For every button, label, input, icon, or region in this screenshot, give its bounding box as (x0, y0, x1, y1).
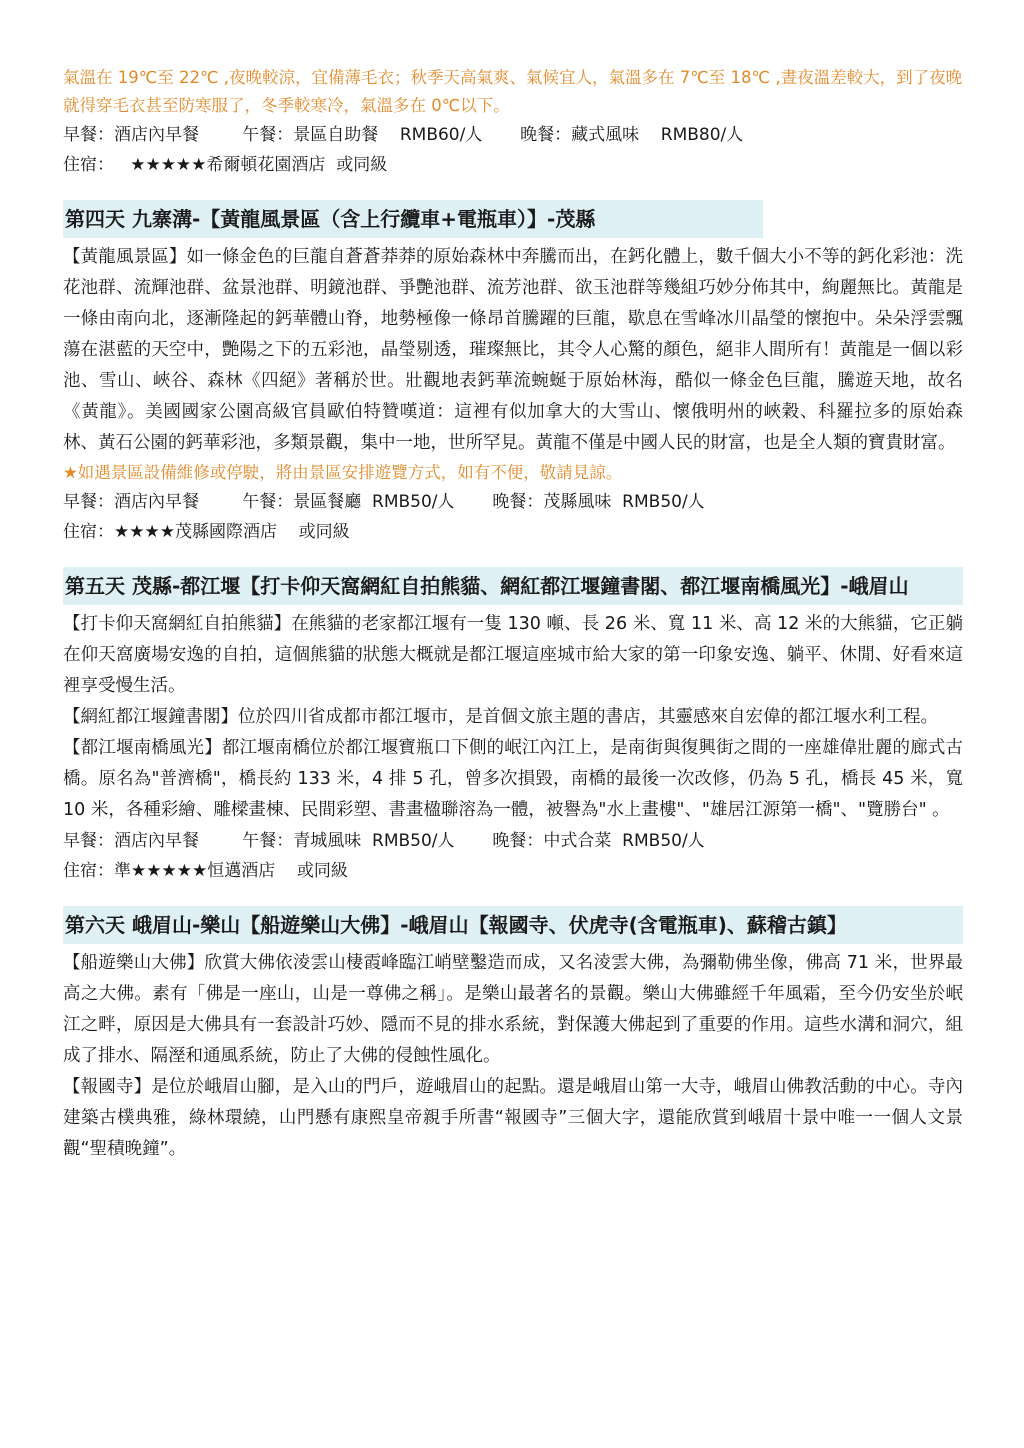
itinerary-content (63, 64, 963, 1165)
day-5-bridge-description: 【都江堰南橋風光】都江堰南橋位於都江堰寶瓶口下側的岷江內江上，是南街與復興街之間的一座雄偉壯麗的廊式古橋。原名為"普濟橋"，橋長約 133 米，4 排 5 孔，曾多次損毀，南橋的最後一次改修，仍為 5 孔，橋長 45 米，寬 10 米，各種彩繪、雕樑畫棟、民間彩塑、書畫楹聯溶為一體，被譽為"水上畫樓"、"雄居江源第一橋"、"覽勝台" 。 (63, 738, 963, 820)
day-4-meals: 早餐：酒店內早餐 午餐：景區餐廳 RMB50/人 晚餐：茂縣風味 RMB50/人 (63, 492, 705, 512)
day-5-heading: 第五天 茂縣-都江堰【打卡仰天窩網紅自拍熊貓、網紅都江堰鐘書閣、都江堰南橋風光】-峨眉山 (63, 567, 963, 605)
day-5-bookstore-description: 【網紅都江堰鐘書閣】位於四川省成都市都江堰市，是首個文旅主題的書店，其靈感來自宏偉的都江堰水利工程。 (63, 707, 938, 727)
weather-note: 氣溫在 19℃至 22℃ ,夜晚較涼，宜備薄毛衣；秋季天高氣爽、氣候宜人，氣溫多在 7℃至 18℃ ,晝夜溫差較大，到了夜晚就得穿毛衣甚至防寒服了，冬季較寒冷，氣溫多在 0℃以下。 (63, 68, 963, 115)
day-4-description: 【黃龍風景區】如一條金色的巨龍自蒼蒼莽莽的原始森林中奔騰而出，在鈣化體上，數千個大小不等的鈣化彩池：洗花池群、流輝池群、盆景池群、明鏡池群、爭艷池群、流芳池群、欲玉池群等幾組巧妙分佈其中，絢麗無比。黃龍是一條由南向北，逐漸隆起的鈣華體山脊，地勢極像一條昂首騰躍的巨龍，歇息在雪峰冰川晶瑩的懷抱中。朵朵浮雲飄蕩在湛藍的天空中，艷陽之下的五彩池，晶瑩剔透，璀璨無比，其令人心驚的顏色，絕非人間所有！黃龍是一個以彩池、雪山、峽谷、森林《四絕》著稱於世。壯觀地表鈣華流蜿蜒于原始林海，酷似一條金色巨龍，騰遊天地，故名《黃龍》。美國國家公園高級官員歐伯特贊嘆道：這裡有似加拿大的大雪山、懷俄明州的峽穀、科羅拉多的原始森林、黃石公園的鈣華彩池，多類景觀，集中一地，世所罕見。黃龍不僅是中國人民的財富，也是全人類的寶貴財富。 (63, 247, 963, 453)
day-6-temple-description: 【報國寺】是位於峨眉山腳，是入山的門戶，遊峨眉山的起點。還是峨眉山第一大寺，峨眉山佛教活動的中心。寺內建築古樸典雅，綠林環繞，山門懸有康熙皇帝親手所書“報國寺”三個大字，還能欣賞到峨眉十景中唯一一個人文景觀“聖積晚鐘”。 (63, 1077, 963, 1159)
day-4-notice: ★如遇景區設備維修或停駛，將由景區安排遊覽方式，如有不便，敬請見諒。 (63, 463, 623, 482)
day-6-heading: 第六天 峨眉山-樂山【船遊樂山大佛】-峨眉山【報國寺、伏虎寺(含電瓶車)、蘇稽古鎮】 (63, 906, 963, 944)
day-5-meals: 早餐：酒店內早餐 午餐：青城風味 RMB50/人 晚餐：中式合菜 RMB50/人 (63, 831, 705, 851)
day-6-buddha-description: 【船遊樂山大佛】欣賞大佛依淩雲山棲霞峰臨江峭壁鑿造而成，又名淩雲大佛，為彌勒佛坐像，佛高 71 米，世界最高之大佛。素有「佛是一座山，山是一尊佛之稱」。是樂山最著名的景觀。樂山大佛雖經千年風霜，至今仍安坐於岷江之畔，原因是大佛具有一套設計巧妙、隱而不見的排水系統，對保護大佛起到了重要的作用。這些水溝和洞穴，組成了排水、隔溼和通風系統，防止了大佛的侵蝕性風化。 (63, 953, 963, 1066)
hotel-line: 住宿： ★★★★★希爾頓花園酒店 或同級 (63, 155, 388, 175)
day-6-section (63, 906, 963, 1165)
day-5-hotel: 住宿：準★★★★★恒邁酒店 或同級 (63, 861, 348, 881)
day-4-heading: 第四天 九寨溝-【黃龍風景區（含上行纜車+電瓶車）】-茂縣 (63, 200, 763, 238)
day-4-section (63, 200, 963, 547)
day-4-hotel: 住宿：★★★★茂縣國際酒店 或同級 (63, 522, 350, 542)
day-5-section (63, 567, 963, 886)
meals-line: 早餐：酒店內早餐 午餐：景區自助餐 RMB60/人 晚餐：藏式風味 RMB80/人 (63, 125, 744, 145)
day-5-panda-description: 【打卡仰天窩網紅自拍熊貓】在熊貓的老家都江堰有一隻 130 噸、長 26 米、寬 11 米、高 12 米的大熊貓，它正躺在仰天窩廣場安逸的自拍，這個熊貓的狀態大概就是都江堰這座城市給大家的第一印象安逸、躺平、休閒、好看來這裡享受慢生活。 (63, 614, 963, 696)
